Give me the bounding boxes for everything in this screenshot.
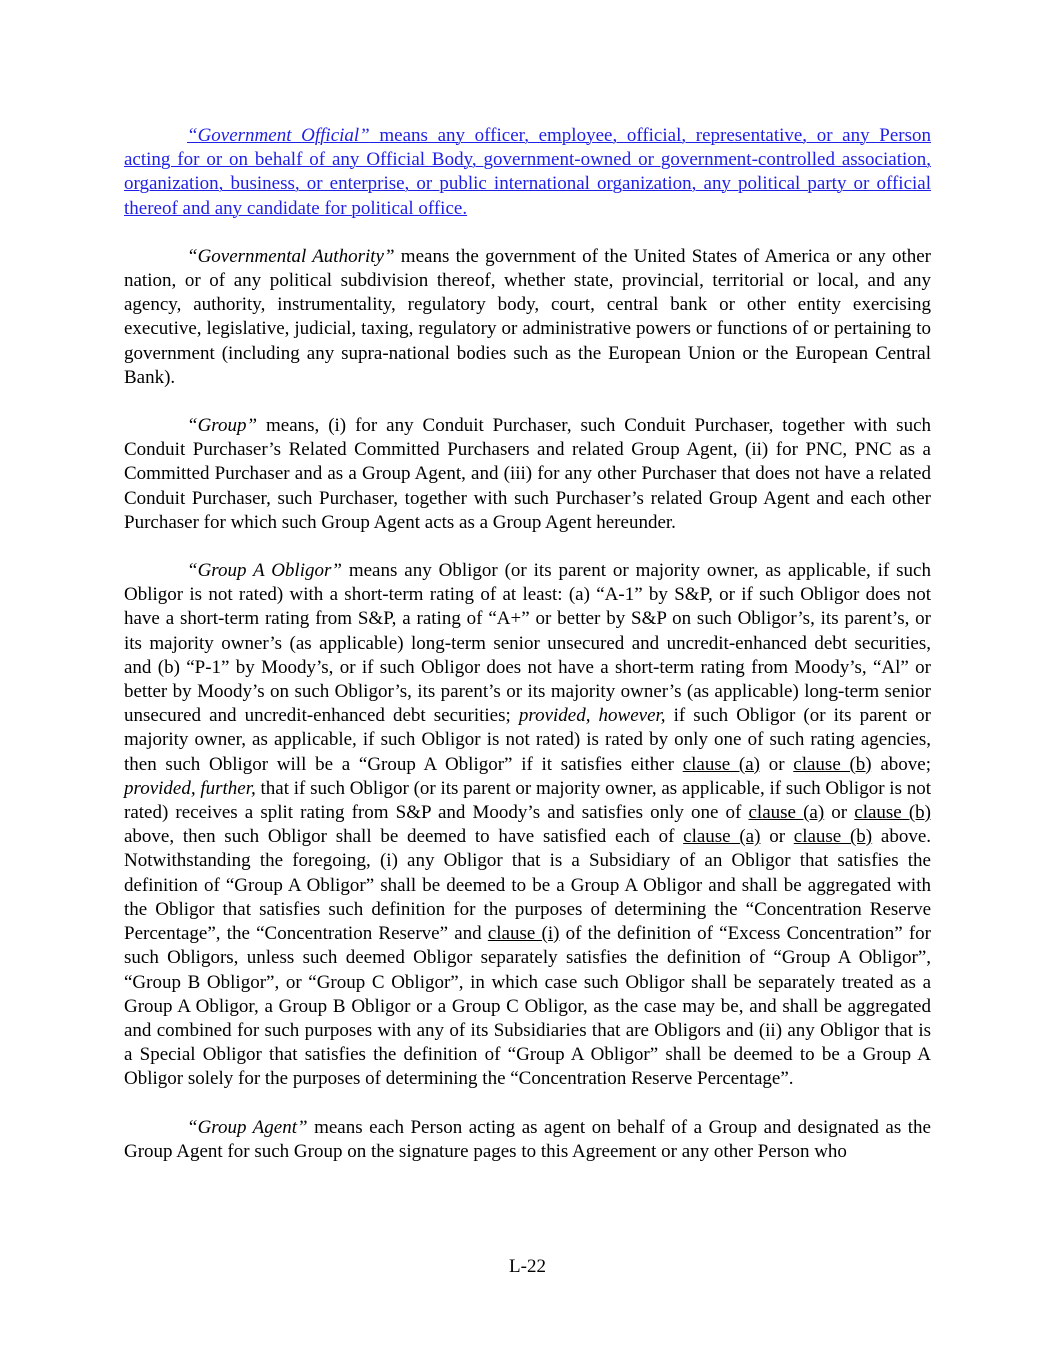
proviso-however: provided, however,	[518, 705, 666, 727]
clause-b-reference: clause (b)	[854, 802, 932, 824]
definition-group	[124, 414, 931, 535]
definition-text: above. Notwithstanding the foregoing, (i) any Obligor that is a Subsidiary of an Obligor that satisfies the definition of “Group A Obligor” shall be deemed to be a Group A Obligor and shall be aggregated with the Obligor that satisfies such definition for the purposes of determining the “Concentration Reserve Percentage”, the “Concentration Reserve” and	[124, 826, 931, 945]
definition-text: if such Obligor (or its parent or majority owner, as applicable, if such Obligor is not rated) is rated by only one of such rating agencies, then such Obligor will be a “Group A Obligor” if it satisfies either	[124, 705, 931, 775]
definition-governmental-authority	[124, 245, 931, 390]
term-government-official: “Government Official”	[187, 125, 370, 146]
clause-a-reference: clause (a)	[748, 802, 825, 824]
clause-a-reference: clause (a)	[683, 826, 761, 848]
definition-text: means each Person acting as agent on behalf of a Group and designated as the Group Agent for such Group on the signature pages to this Agreement or any other Person who	[124, 1116, 931, 1162]
term-group: “Group”	[187, 415, 258, 437]
term-group-a-obligor: “Group A Obligor”	[187, 560, 342, 582]
clause-b-reference: clause (b)	[793, 753, 872, 775]
clause-a-reference: clause (a)	[682, 753, 760, 775]
definition-text: or	[824, 802, 855, 824]
proviso-further: provided, further,	[124, 777, 256, 799]
page-number: L-22	[509, 1256, 546, 1277]
clause-i-reference: clause (i)	[487, 923, 560, 945]
term-governmental-authority: “Governmental Authority”	[187, 245, 395, 267]
definition-text: or	[760, 826, 794, 848]
definition-government-official	[124, 124, 931, 221]
term-group-agent: “Group Agent”	[187, 1116, 308, 1138]
definition-text: of the definition of “Excess Concentration” for such Obligors, unless such deemed Obligor separately satisfies the definition of “Group A Obligor”, “Group B Obligor”, or “Group C Obligor”, in which case such Obligor shall be separately treated as a Group A Obligor, a Group B Obligor or a Group C Obligor, as the case may be, and shall be aggregated and combined for such purposes with any of its Subsidiaries that are Obligors and (ii) any Obligor that is a Special Obligor that satisfies the definition of “Group A Obligor” shall be deemed to be a Group A Obligor solely for the purposes of determining the “Concentration Reserve Percentage”.	[124, 923, 931, 1090]
definition-text: means, (i) for any Conduit Purchaser, such Conduit Purchaser, together with such Conduit Purchaser’s Related Committed Purchasers and related Group Agent, (ii) for PNC, PNC as a Committed Purchaser and as a Group Agent, and (iii) for any other Purchaser that does not have a related Conduit Purchaser, such Purchaser, together with such Purchaser’s related Group Agent and each other Purchaser for which such Group Agent acts as a Group Agent hereunder.	[124, 415, 931, 533]
definition-text: above, then such Obligor shall be deemed to have satisfied each of	[124, 826, 684, 848]
definition-text: above;	[871, 753, 932, 775]
definition-text: means the government of the United States of America or any other nation, or of any political subdivision thereof, whether state, provincial, territorial or local, and any agency, authority, instrumentality, regulatory body, court, central bank or other entity exercising executive, legislative, judicial, taxing, regulatory or administrative powers or functions of or pertaining to government (including any supra-national bodies such as the European Union or the European Central Bank).	[124, 245, 931, 388]
definition-group-agent	[124, 1116, 931, 1164]
definition-text: that if such Obligor (or its parent or majority owner, as applicable, if such Obligor is not rated) receives a split rating from S&P and Moody’s and satisfies only one of	[124, 777, 931, 824]
document-body	[124, 124, 931, 1188]
definition-text: means any Obligor (or its parent or majority owner, as applicable, if such Obligor is not rated) with a short-term rating of at least: (a) “A-1” by S&P, or if such Obligor does not have a short-term rating from S&P, a rating of “A+” or better by S&P on such Obligor’s, its parent’s, or its majority owner’s (as applicable) long-term senior unsecured and uncredit-enhanced debt securities, and (b) “P-1” by Moody’s, or if such Obligor does not have a short-term rating from Moody’s, “Al” or better by Moody’s on such Obligor’s, its parent’s or its majority owner’s (as applicable) long-term senior unsecured and uncredit-enhanced debt securities;	[124, 560, 931, 727]
definition-group-a-obligor	[124, 559, 931, 1091]
definition-text: means any officer, employee, official, representative, or any Person acting for or on behalf of any Official Body, government-owned or government-controlled association, organization, business, or enterprise, or public international organization, any political party or official thereof and any candidate for political office.	[124, 125, 931, 219]
clause-b-reference: clause (b)	[793, 826, 873, 848]
definition-text: or	[760, 753, 794, 775]
